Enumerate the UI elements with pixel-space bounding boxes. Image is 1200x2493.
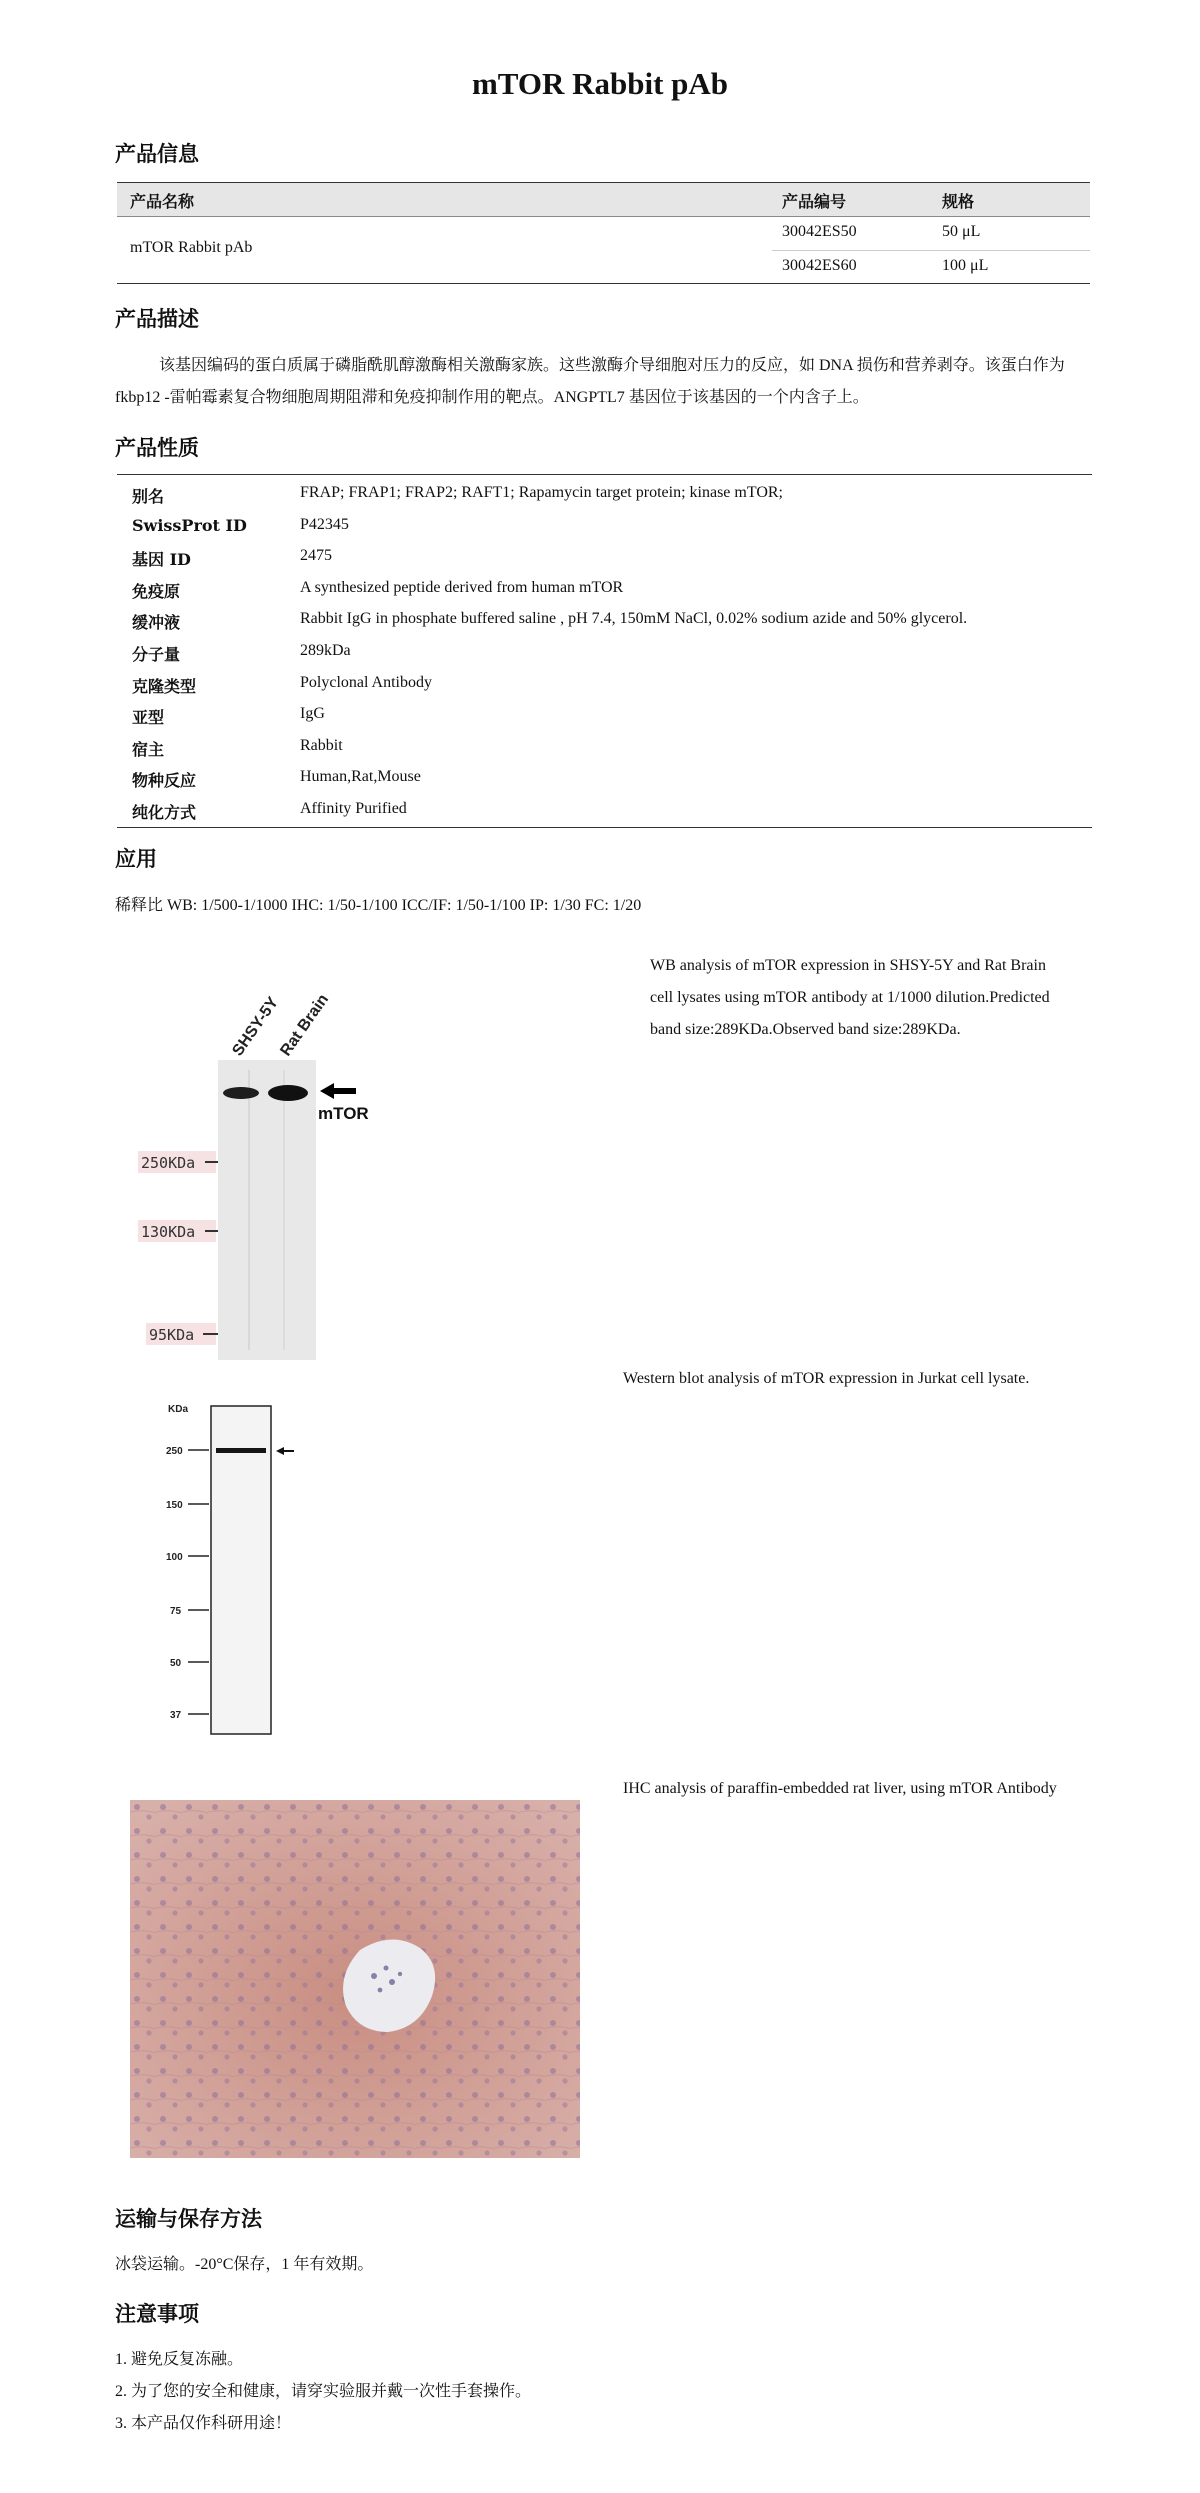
property-row — [117, 700, 1092, 732]
property-row — [117, 574, 1092, 606]
note-item: 1. 避免反复冻融。 — [115, 2351, 244, 2368]
page-title: mTOR Rabbit pAb — [471, 66, 729, 101]
property-value: Rabbit IgG in phosphate buffered saline , pH 7.4, 150mM NaCl, 0.02% sodium azide and 50% glycerol. — [300, 610, 968, 628]
product-table-header — [117, 183, 1090, 217]
marker-250kda: 250KDa — [141, 1154, 196, 1172]
header-spec: 规格 — [942, 192, 975, 211]
property-key: 别名 — [132, 487, 165, 506]
section-description-heading: 产品描述 — [115, 306, 199, 331]
property-value: 2475 — [300, 547, 332, 565]
property-key: 基因 ID — [132, 550, 191, 570]
lane-label-shsy5y: SHSY-5Y — [229, 994, 283, 1060]
dilution-text: 稀释比 WB: 1/500-1/1000 IHC: 1/50-1/100 ICC/IF: 1/50-1/100 IP: 1/30 FC: 1/20 — [115, 897, 642, 914]
product-name-cell: mTOR Rabbit pAb — [130, 239, 253, 256]
property-key: 克隆类型 — [132, 676, 197, 696]
lane-label-rat-brain: Rat Brain — [277, 991, 333, 1060]
product-code-cell: 30042ES50 — [782, 223, 857, 240]
product-code-cell: 30042ES60 — [782, 257, 857, 274]
property-row — [117, 732, 1092, 764]
western-blot-image-1 — [128, 975, 398, 1360]
product-size-cell: 100 μL — [942, 257, 989, 274]
ihc-image — [130, 1800, 580, 2158]
header-product-name: 产品名称 — [130, 192, 195, 211]
header-product-code: 产品编号 — [782, 192, 847, 211]
notes-list — [115, 2346, 531, 2442]
property-row — [117, 542, 1092, 574]
section-notes-heading: 注意事项 — [115, 2301, 199, 2326]
property-value: 289kDa — [300, 641, 351, 659]
marker-50: 50 — [170, 1658, 182, 1669]
property-value: Affinity Purified — [300, 799, 407, 817]
property-value: A synthesized peptide derived from human mTOR — [300, 578, 624, 596]
product-info-table — [117, 182, 1090, 284]
storage-line: 冰袋运输。-20°C保存，1 年有效期。 — [115, 2256, 374, 2273]
property-key: 纯化方式 — [132, 802, 197, 822]
product-size-cell: 50 μL — [942, 223, 981, 240]
arrow-icon — [320, 1083, 356, 1099]
western-blot-image-2 — [160, 1398, 310, 1738]
marker-37: 37 — [170, 1710, 182, 1721]
row-divider — [772, 250, 1090, 251]
property-row — [117, 795, 1092, 827]
wb2-caption: Western blot analysis of mTOR expression in Jurkat cell lysate. — [623, 1370, 1030, 1387]
section-application-heading: 应用 — [115, 846, 157, 871]
property-value: P42345 — [300, 515, 349, 533]
property-key: 免疫原 — [132, 581, 181, 601]
section-properties-heading: 产品性质 — [115, 435, 199, 460]
section-storage-heading: 运输与保存方法 — [115, 2206, 262, 2231]
properties-table — [117, 474, 1092, 828]
blot-membrane — [218, 1060, 316, 1360]
band-rat-brain — [268, 1085, 308, 1101]
product-table-body — [117, 217, 1090, 283]
note-item: 2. 为了您的安全和健康，请穿实验服并戴一次性手套操作。 — [115, 2383, 532, 2400]
band-label-mtor: mTOR — [318, 1104, 369, 1123]
marker-100: 100 — [166, 1552, 183, 1563]
marker-95kda: 95KDa — [149, 1326, 195, 1344]
property-value: Polyclonal Antibody — [300, 673, 432, 691]
property-value: FRAP; FRAP1; FRAP2; RAFT1; Rapamycin target protein; kinase mTOR; — [300, 484, 783, 501]
property-key: 缓冲液 — [132, 613, 181, 633]
property-value: IgG — [300, 705, 325, 723]
marker-130kda: 130KDa — [141, 1223, 196, 1241]
band-shsy5y — [223, 1087, 259, 1099]
property-row — [117, 479, 1092, 511]
wb1-caption: WB analysis of mTOR expression in SHSY-5Y and Rat Brain cell lysates using mTOR antibody at 1/1000 dilution.Predicted band size:289KDa.Observed band size:289KDa. — [650, 957, 1050, 1038]
ihc-caption: IHC analysis of paraffin-embedded rat liver, using mTOR Antibody — [623, 1780, 1057, 1797]
band-jurkat — [216, 1448, 266, 1453]
property-row — [117, 669, 1092, 701]
property-row — [117, 511, 1092, 543]
property-key: 亚型 — [132, 708, 165, 728]
property-row — [117, 763, 1092, 795]
property-value: Rabbit — [300, 736, 343, 754]
section-product-info-heading: 产品信息 — [115, 141, 199, 166]
note-item: 3. 本产品仅作科研用途！ — [115, 2415, 292, 2432]
description-paragraph: 该基因编码的蛋白质属于磷脂酰肌醇激酶相关激酶家族。这些激酶介导细胞对压力的反应，如 DNA 损伤和营养剥夺。该蛋白作为 fkbp12 -雷帕霉素复合物细胞周期阻滞和免疫抑制作用的靶点。ANGPTL7 基因位于该基因的一个内含子上。 — [115, 357, 1065, 406]
kda-unit-label: KDa — [168, 1404, 189, 1415]
marker-250: 250 — [166, 1446, 183, 1457]
marker-150: 150 — [166, 1500, 183, 1511]
property-value: Human,Rat,Mouse — [300, 768, 421, 786]
property-row — [117, 637, 1092, 669]
marker-75: 75 — [170, 1606, 182, 1617]
property-key: 分子量 — [132, 644, 181, 664]
property-key: SwissProt ID — [132, 515, 247, 535]
arrow-icon — [276, 1447, 294, 1455]
property-key: 物种反应 — [132, 771, 197, 791]
property-row — [117, 605, 1092, 637]
blot-membrane — [211, 1406, 271, 1734]
property-key: 宿主 — [132, 739, 165, 759]
storage-text — [115, 2251, 373, 2283]
